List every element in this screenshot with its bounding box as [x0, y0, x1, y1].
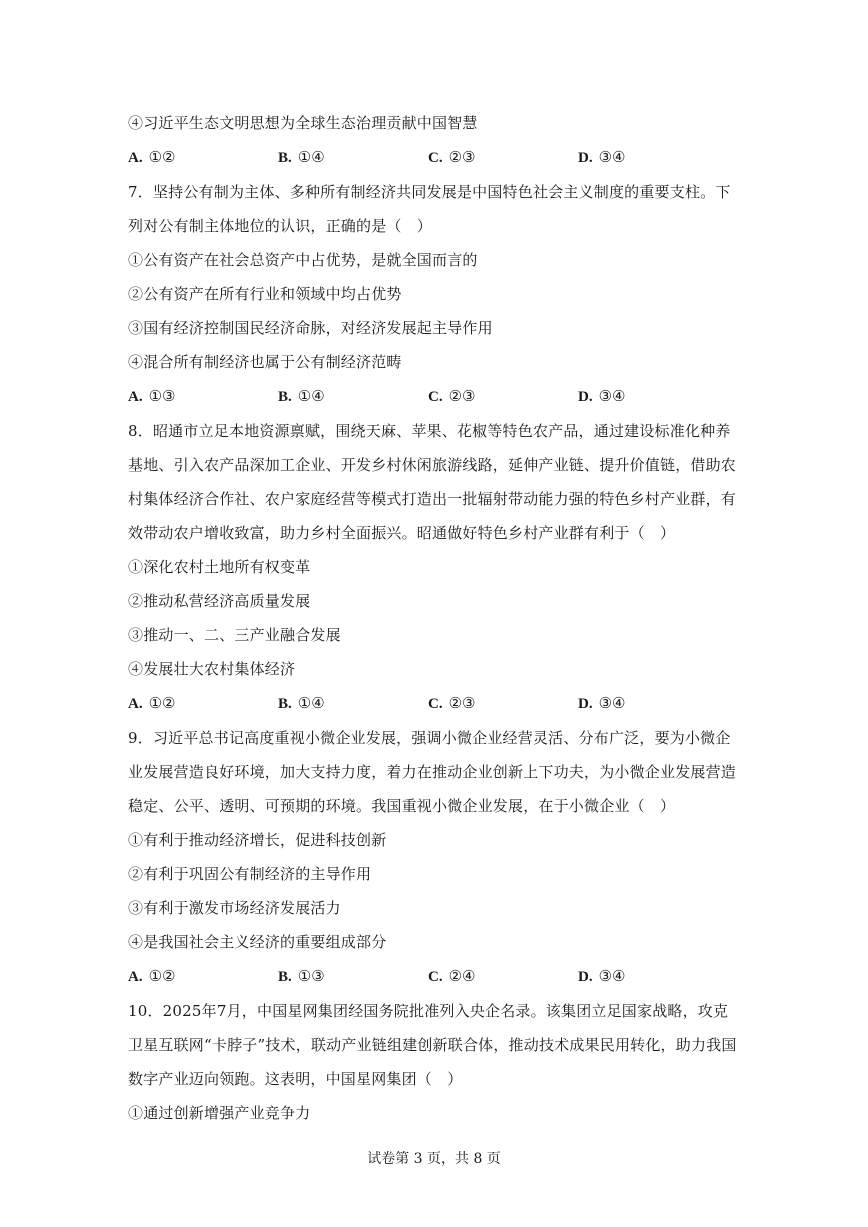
- q8-stem-line-3: 村集体经济合作社、农户家庭经营等模式打造出一批辐射带动能力强的特色乡村产业群，有: [128, 490, 737, 508]
- q9-choice-d: D. ③④: [578, 967, 626, 985]
- q8-answer-choices: [128, 686, 738, 721]
- q6-choice-a: A. ①②: [128, 148, 176, 166]
- q6-option-4: ④习近平生态文明思想为全球生态治理贡献中国智慧: [128, 114, 478, 132]
- q9-option-2: ②有利于巩固公有制经济的主导作用: [128, 865, 372, 883]
- q10-stem-line-2: 卫星互联网“卡脖子”技术，联动产业链组建创新联合体，推动技术成果民用转化，助力我国: [128, 1036, 737, 1054]
- q8-option-1: ①深化农村土地所有权变革: [128, 558, 311, 576]
- q7-option-4: ④混合所有制经济也属于公有制经济范畴: [128, 353, 402, 371]
- q9-choice-a: A. ①②: [128, 967, 176, 985]
- q10-stem-line-1: 10．2025年7月，中国星网集团经国务院批准列入央企名录。该集团立足国家战略，攻克: [128, 1002, 729, 1020]
- q7-choice-b: B. ①④: [278, 387, 325, 405]
- q7-stem-line-2: 列对公有制主体地位的认识，正确的是（ ）: [128, 217, 433, 235]
- page-footer: 试卷第 3 页，共 8 页: [367, 1151, 501, 1167]
- q8-option-2: ②推动私营经济高质量发展: [128, 592, 311, 610]
- q7-choice-d: D. ③④: [578, 387, 626, 405]
- q7-option-1: ①公有资产在社会总资产中占优势，是就全国而言的: [128, 251, 478, 269]
- q10-stem-line-3: 数字产业迈向领跑。这表明，中国星网集团（ ）: [128, 1070, 463, 1088]
- q7-option-2: ②公有资产在所有行业和领域中均占优势: [128, 285, 402, 303]
- q7-choice-a: A. ①③: [128, 387, 176, 405]
- q6-answer-choices: [128, 140, 738, 175]
- exam-content: [128, 106, 738, 1130]
- q9-stem-line-3: 稳定、公平、透明、可预期的环境。我国重视小微企业发展，在于小微企业（ ）: [128, 797, 676, 815]
- q7-stem-line-1: 7．坚持公有制为主体、多种所有制经济共同发展是中国特色社会主义制度的重要支柱。下: [128, 183, 731, 201]
- q7-choice-c: C. ②③: [428, 387, 476, 405]
- q8-stem-line-4: 效带动农户增收致富，助力乡村全面振兴。昭通做好特色乡村产业群有利于（ ）: [128, 524, 676, 542]
- q6-choice-b: B. ①④: [278, 148, 325, 166]
- q6-choice-c: C. ②③: [428, 148, 476, 166]
- q9-answer-choices: [128, 959, 738, 994]
- q8-stem-line-2: 基地、引入农产品深加工企业、开发乡村休闲旅游线路，延伸产业链、提升价值链，借助农: [128, 456, 737, 474]
- q8-option-3: ③推动一、二、三产业融合发展: [128, 626, 341, 644]
- q9-option-3: ③有利于激发市场经济发展活力: [128, 899, 341, 917]
- q8-stem-line-1: 8．昭通市立足本地资源禀赋，围绕天麻、苹果、花椒等特色农产品，通过建设标准化种养: [128, 422, 731, 440]
- q8-option-4: ④发展壮大农村集体经济: [128, 660, 296, 678]
- q8-choice-d: D. ③④: [578, 694, 626, 712]
- q8-choice-b: B. ①④: [278, 694, 325, 712]
- q8-choice-a: A. ①②: [128, 694, 176, 712]
- q9-stem-line-1: 9．习近平总书记高度重视小微企业发展，强调小微企业经营灵活、分布广泛，要为小微企: [128, 729, 731, 747]
- q9-option-1: ①有利于推动经济增长，促进科技创新: [128, 831, 387, 849]
- q9-choice-c: C. ②④: [428, 967, 476, 985]
- q9-stem-line-2: 业发展营造良好环境，加大支持力度，着力在推动企业创新上下功夫，为小微企业发展营造: [128, 763, 737, 781]
- q7-answer-choices: [128, 379, 738, 414]
- q9-option-4: ④是我国社会主义经济的重要组成部分: [128, 933, 387, 951]
- q10-option-1: ①通过创新增强产业竞争力: [128, 1104, 311, 1122]
- q7-option-3: ③国有经济控制国民经济命脉，对经济发展起主导作用: [128, 319, 493, 337]
- q8-choice-c: C. ②③: [428, 694, 476, 712]
- q9-choice-b: B. ①③: [278, 967, 325, 985]
- q6-choice-d: D. ③④: [578, 148, 626, 166]
